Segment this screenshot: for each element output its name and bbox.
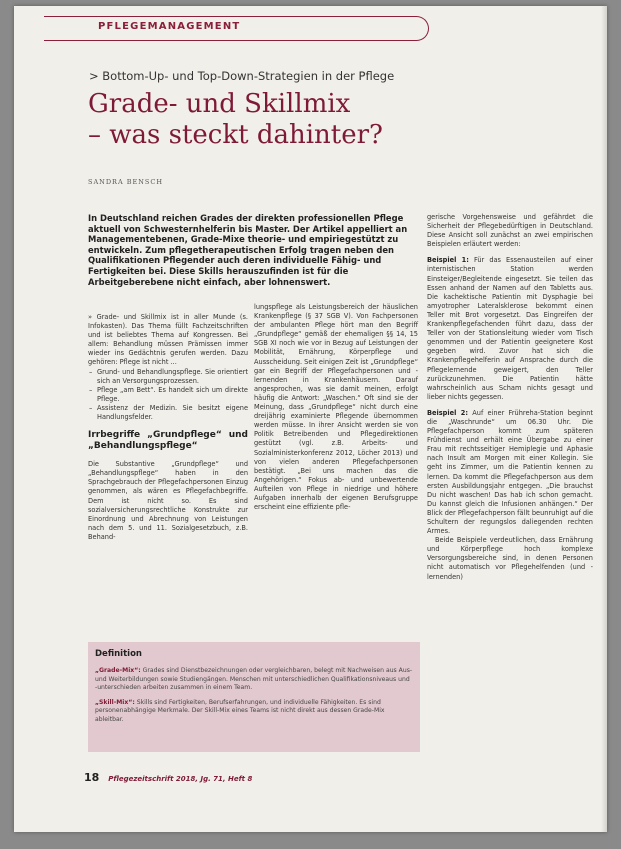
col1-paragraph-1: » Grade- und Skillmix ist in aller Munde (s. Infokasten). Das Thema füllt Fachzeitschriften und ist beliebtes Thema auf Kongressen. Bei allem: Behandlung müssen Prämissen immer wieder ins Gedächtnis gerufen werden. Dazu gehören: Pflege ist nicht ... xyxy=(88,313,248,367)
definition-grade-mix xyxy=(95,667,413,693)
col1-paragraph-2: Die Substantive „Grundpflege“ und „Behandlungspflege“ haben in den Sprachgebrauch der Pflegefachpersonen Einzug genommen, als wären es Pflegefachbegriffe. Dem ist nicht so. Es sind sozialversicherungsrechtliche Konstrukte zur Einordnung und Abrechnung von Leistungen nach dem 5. und 11. Sozialgesetzbuch, z.B. Behand- xyxy=(88,460,248,541)
definition-title: Definition xyxy=(95,649,142,659)
col3-paragraph-2: Beide Beispiele verdeutlichen, dass Ernährung und Körperpflege hoch komplexe Versorgungsbereiche sind, in denen Personen nicht automatisch vor Pflegehelfenden (und -lernenden) xyxy=(427,536,593,581)
definition-box xyxy=(88,642,420,752)
page-edge-shadow xyxy=(601,6,607,832)
text-grade-mix: Grades sind Dienstbezeichnungen oder vergleichbaren, belegt mit Nachweisen aus Aus- und Weiterbildungen sowie Studiengängen. Menschen mit unterschiedlichen Qualifikationsniveaus und -unterschieden arbeiten zusammen in einem Team. xyxy=(95,667,413,692)
example-2 xyxy=(427,409,593,536)
premise-item: – Grund- und Behandlungspflege. Sie orientiert sich an Versorgungsprozessen. xyxy=(97,368,248,386)
example-1 xyxy=(427,256,593,402)
example-1-label: Beispiel 1: xyxy=(427,256,469,265)
column-2 xyxy=(254,303,418,512)
article-kicker: > Bottom-Up- und Top-Down-Strategien in der Pflege xyxy=(89,69,395,83)
magazine-page xyxy=(14,6,607,832)
premise-item: – Pflege „am Bett“. Es handelt sich um direkte Pflege. xyxy=(97,386,248,404)
section-header xyxy=(44,16,429,41)
section-subhead: Irrbegriffe „Grundpflege“ und „Behandlungspflege“ xyxy=(88,430,248,452)
term-skill-mix: „Skill-Mix“: xyxy=(95,698,135,706)
lead-paragraph: In Deutschland reichen Grades der direkten professionellen Pflege aktuell von Schwesternhelferin bis Master. Der Artikel appelliert an Managementebenen, Grade-Mixe theorie- und empiriegestützt zu entwickeln. Zum pflegetherapeutischen Erfolg tragen neben den Qualifikationen Pflegender auch deren individuelle Fähig- und Fertigkeiten bei. Diese Skills herauszufinden ist für die Arbeitgeberebene nicht einfach, aber lohnenswert. xyxy=(88,213,408,287)
example-2-label: Beispiel 2: xyxy=(427,408,469,417)
col3-paragraph-1: gerische Vorgehensweise und gefährdet die Sicherheit der Pflegebedürftigen in Deutschland. Diese Ansicht soll zunächst an zwei empirischen Beispielen erläutert werden: xyxy=(427,213,593,249)
column-1 xyxy=(88,313,248,542)
example-2-text: Auf einer Frühreha-Station beginnt die „Waschrunde“ um 06.30 Uhr. Die Pflegefachperson kommt zum späteren Frühdienst und erhält eine Übergabe zu einer Frau mit rechtsseitiger Hemiplegie und Aphasie nach Insult am Morgen mit einer Kollegin. Sie geht ins Zimmer, um die Patientin kennen zu lernen. Da kommt die Pflegefachperson aus dem ersten Ausbildungsjahr entgegen. „Die brauchst Du nicht waschen! Das hab ich schon gemacht. Du kannst gleich die Infusionen anhängen.“ Der Blick der Pflegefachperson fällt beunruhigt auf die Schultern der regungslos daliegenden rechten Armes. xyxy=(427,408,593,536)
definition-body xyxy=(95,667,413,731)
author-byline: SANDRA BENSCH xyxy=(88,178,164,186)
text-skill-mix: Skills sind Fertigkeiten, Berufserfahrungen, und individuelle Fähigkeiten. Es sind personenabhängige Merkmale. Der Skill-Mix eines Teams ist nicht direkt aus dessen Grade-Mix ableitbar. xyxy=(95,698,385,723)
definition-skill-mix xyxy=(95,699,413,725)
article-title xyxy=(88,89,568,151)
page-footer xyxy=(84,771,252,784)
column-3 xyxy=(427,213,593,582)
journal-citation: Pflegezeitschrift 2018, Jg. 71, Heft 8 xyxy=(108,775,253,783)
title-line-2: – was steckt dahinter? xyxy=(88,120,383,150)
example-1-text: Für das Essenausteilen auf einer internistischen Station werden Einsteiger/Begleitende eingesetzt. Sie teilen das Essen anhand der Namen auf den Tabletts aus. Die kachektische Patientin mit Dysphagie bei amyotropher Lateralsklerose bekommt einen Teller mit Brot vorgesetzt. Das Eingreifen der Krankenpflegefachenden führt dazu, dass der Teller von der Stationsleitung wieder vom Tisch genommen und der Patientin geeignetere Kost gegeben wird. Zuvor hat sich die Krankenpflegehelferin auf Ansprache durch die Pflegelernende geweigert, den Teller zurückzunehmen. Die Patientin hätte wahrscheinlich aus Scham nichts gesagt und lieber nichts gegessen. xyxy=(427,256,593,401)
term-grade-mix: „Grade-Mix“: xyxy=(95,667,141,674)
title-line-1: Grade- und Skillmix xyxy=(88,89,351,119)
col2-paragraph-1: lungspflege als Leistungsbereich der häuslichen Krankenpflege (§ 37 SGB V). Von Fachpersonen der ambulanten Pflege hört man den Begriff „Grundpflege“ gemäß der ehemaligen §§ 14, 15 SGB XI noch wie vor in Bezug auf Leistungen der Mobilität, Ernährung, Körperpflege und Ausscheidung. Seit einigen Zeit ist „Grundpflege“ gar ein Begriff der Pflegefachpersonen und -lernenden in Krankenhäusern. Darauf angesprochen, was sie damit meinen, erfolgt häufig die Antwort: „Waschen.“ Oft sind sie der Meinung, dass „Grundpflege“ nicht durch eine dreijährig examinierte Pflegende übernommen werden müsse. In ihrer Ansicht werden sie von Politik Betreibenden und Pflegedirektionen gestützt (vgl. z.B. Arbeits- und Sozialministerkonferenz 2012, Löcher 2013) und von vielen anderen Pflegefachpersonen bestätigt. „Bei uns machen das die Angehörigen.“ Fokus ab- und unbewertende Aufteilen von Pflege in niedrige und höhere Aufgaben innerhalb der eigenen Berufsgruppe erscheint eine effiziente pfle- xyxy=(254,303,418,512)
premise-list xyxy=(88,368,248,423)
page-number: 18 xyxy=(84,771,100,784)
premise-item: – Assistenz der Medizin. Sie besitzt eigene Handlungsfelder. xyxy=(97,404,248,422)
section-tag: PFLEGEMANAGEMENT xyxy=(98,21,241,32)
